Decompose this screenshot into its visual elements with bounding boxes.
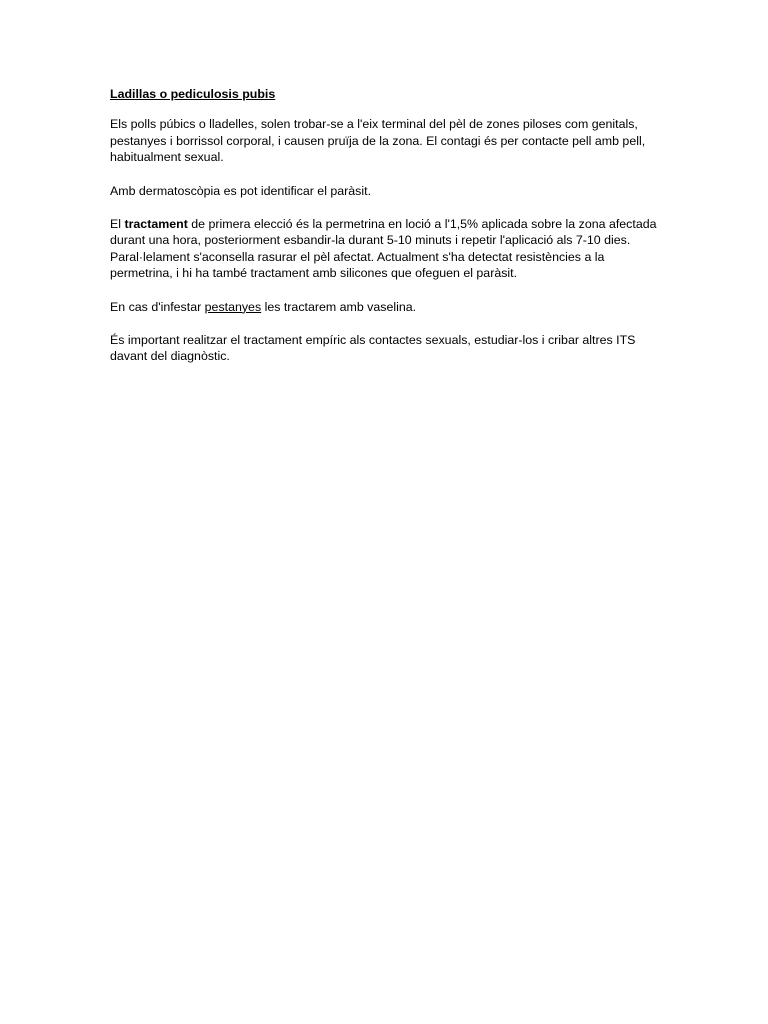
eyelashes-intro: En cas d'infestar bbox=[110, 299, 205, 314]
document-title: Ladillas o pediculosis pubis bbox=[110, 87, 276, 101]
eyelashes-keyword: pestanyes bbox=[204, 299, 262, 314]
document-body bbox=[110, 86, 660, 382]
eyelashes-text: les tractarem amb vaselina. bbox=[261, 299, 417, 314]
paragraph-treatment bbox=[110, 216, 660, 282]
paragraph-description: Els polls púbics o lladelles, solen trobar-se a l'eix terminal del pèl de zones piloses com genitals, pestanyes i borrissol corporal, i causen pruïja de la zona. El contagi és per contacte pell amb pell, habitualment sexual. bbox=[110, 117, 646, 165]
paragraph-diagnosis: Amb dermatoscòpia es pot identificar el paràsit. bbox=[110, 183, 372, 198]
treatment-intro: El bbox=[110, 217, 125, 232]
paragraph-contacts: És important realitzar el tractament empíric als contactes sexuals, estudiar-los i cribar altres ITS davant del diagnòstic. bbox=[110, 333, 636, 364]
treatment-keyword: tractament bbox=[124, 217, 188, 232]
paragraph-eyelashes bbox=[110, 299, 660, 315]
treatment-text: de primera elecció és la permetrina en loció a l'1,5% aplicada sobre la zona afectada durant una hora, posteriorment esbandir-la durant 5-10 minuts i repetir l'aplicació als 7-10 dies. Paral·lelament s'aconsella rasurar el pèl afectat. Actualment s'ha detectat resistències a la permetrina, i hi ha també tractament amb silicones que ofeguen el paràsit. bbox=[110, 217, 657, 281]
